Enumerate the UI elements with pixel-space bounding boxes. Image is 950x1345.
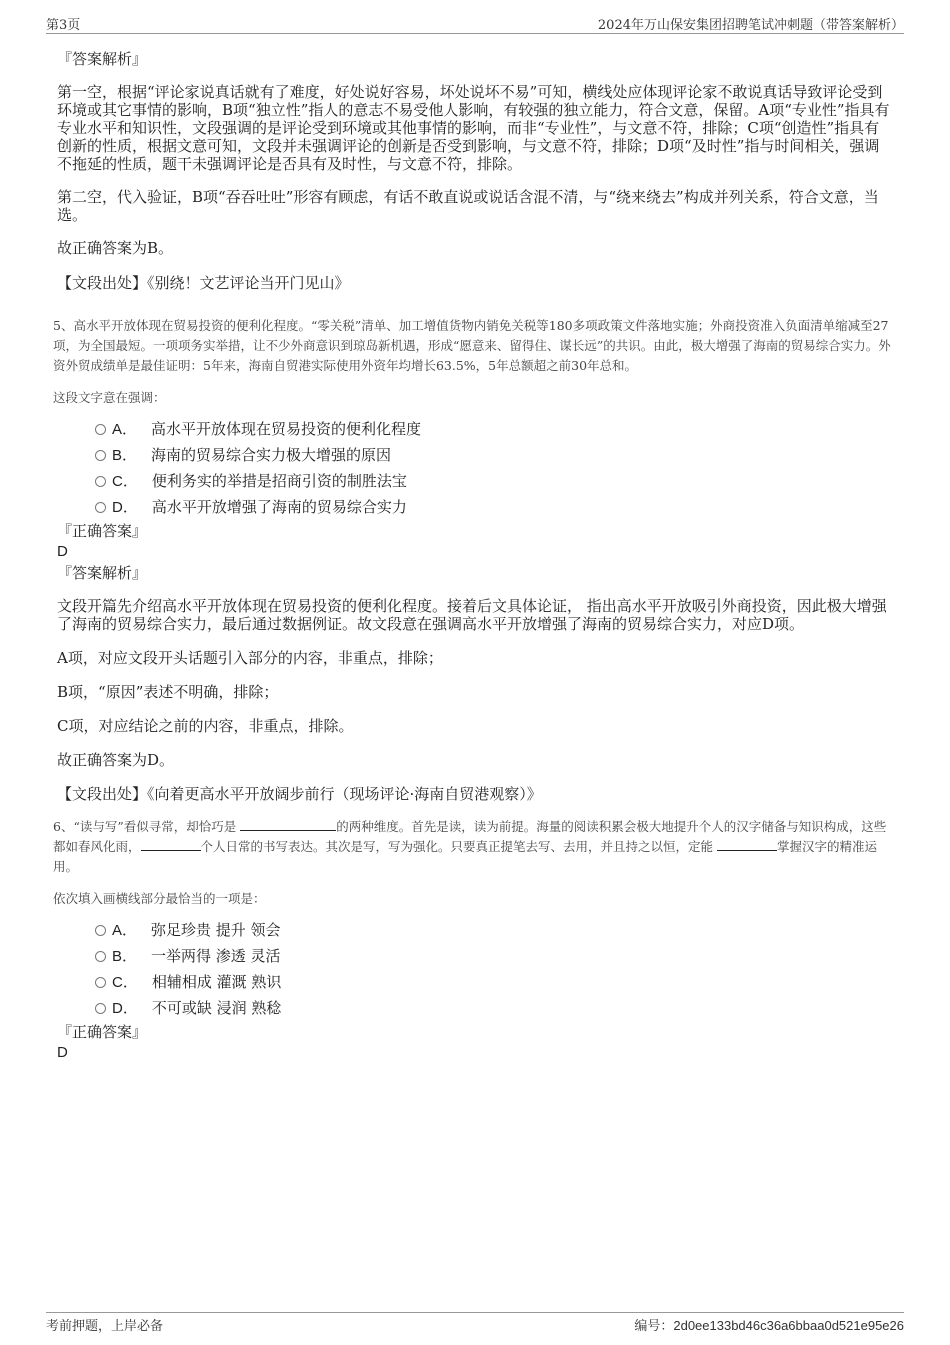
page-content (53, 48, 892, 1062)
q6-answer-label: 『正确答案』 (57, 1023, 148, 1041)
q5-option-d[interactable]: D． 高水平开放增强了海南的贸易综合实力 (95, 494, 892, 520)
q6-blank-1[interactable] (240, 818, 336, 831)
radio-icon[interactable] (95, 424, 106, 435)
q5-answer-label: 『正确答案』 (57, 522, 148, 540)
q6-option-d[interactable]: D． 不可或缺 浸润 熟稔 (95, 995, 892, 1021)
q6-option-c[interactable]: C． 相辅相成 灌溉 熟识 (95, 969, 892, 995)
q6-stem: 6、“读与写”看似寻常，却恰巧是 的两种维度。首先是读，读为前提。海量的阅读积累会极大地提升个人的汉字储备与知识构成，这些都如春风化雨， 个人日常的书写表达。其次是写，写为强化。只要真正提笔去写、去用，并且持之以恒，定能 掌握汉字的精准运用。 (53, 819, 887, 874)
q5-note-b: B项，“原因”表述不明确，排除； (57, 683, 279, 701)
footer-slogan: 考前押题，上岸必备 (46, 1319, 164, 1334)
radio-icon[interactable] (95, 925, 106, 936)
q5-option-c[interactable]: C． 便利务实的举措是招商引资的制胜法宝 (95, 468, 892, 494)
q6-answer: D (57, 1044, 68, 1061)
q5-options (57, 416, 892, 520)
radio-icon[interactable] (95, 1003, 106, 1014)
q5-conclusion: 故正确答案为D。 (57, 751, 175, 769)
document-id: 编号：2d0ee133bd46c36a6bbaa0d521e95e26 (634, 1318, 904, 1334)
q5-option-a[interactable]: A． 高水平开放体现在贸易投资的便利化程度 (95, 416, 892, 442)
q6-option-a[interactable]: A． 弥足珍贵 提升 领会 (95, 917, 892, 943)
radio-icon[interactable] (95, 450, 106, 461)
q6-blank-2[interactable] (141, 838, 201, 851)
document-title: 2024年万山保安集团招聘笔试冲刺题（带答案解析） (597, 18, 904, 33)
radio-icon[interactable] (95, 951, 106, 962)
q5-answer: D (57, 543, 68, 560)
page-header (46, 14, 904, 34)
radio-icon[interactable] (95, 476, 106, 487)
radio-icon[interactable] (95, 977, 106, 988)
q5-option-b[interactable]: B． 海南的贸易综合实力极大增强的原因 (95, 442, 892, 468)
page-number: 第3页 (46, 18, 81, 33)
q5-stem: 5、高水平开放体现在贸易投资的便利化程度。“零关税”清单、加工增值货物内销免关税等180多项政策文件落地实施；外商投资准入负面清单缩减至27项，为全国最短。一项项务实举措，让不少外商意识到琼岛新机遇，形成“愿意来、留得住、谋长远”的共识。由此，极大增强了海南的贸易综合实力。外资外贸成绩单是最佳证明：5年来，海南自贸港实际使用外资年均增长63.5%，5年总额超之前30年总和。 (53, 318, 891, 373)
q5-analysis: 文段开篇先介绍高水平开放体现在贸易投资的便利化程度。接着后文具体论证， 指出高水平开放吸引外商投资，因此极大增强了海南的贸易综合实力，最后通过数据例证。故文段意在强调高水平开放增强了海南的贸易综合实力，对应D项。 (57, 597, 887, 633)
q6-options (57, 917, 892, 1021)
q5-analysis-label: 『答案解析』 (57, 564, 148, 582)
q4-source: 【文段出处】《别绕！文艺评论当开门见山》 (57, 274, 350, 292)
q4-analysis-para-2: 第二空，代入验证，B项“吞吞吐吐”形容有顾虑，有话不敢直说或说话含混不清，与“绕来绕去”构成并列关系，符合文意，当选。 (57, 188, 879, 224)
q5-prompt: 这段文字意在强调： (53, 390, 166, 405)
q6-prompt: 依次填入画横线部分最恰当的一项是： (53, 891, 266, 906)
q5-note-c: C项，对应结论之前的内容，非重点，排除。 (57, 717, 354, 735)
q6-blank-3[interactable] (717, 838, 777, 851)
q6-option-b[interactable]: B． 一举两得 渗透 灵活 (95, 943, 892, 969)
q5-note-a: A项，对应文段开头话题引入部分的内容，非重点，排除； (57, 649, 443, 667)
page-footer (46, 1312, 904, 1333)
radio-icon[interactable] (95, 502, 106, 513)
q4-analysis-para-1: 第一空，根据“评论家说真话就有了难度，好处说好容易，坏处说坏不易”可知，横线处应体现评论家不敢说真话导致评论受到环境或其它事情的影响，B项“独立性”指人的意志不易受他人影响，有较强的独立能力，符合文意，保留。A项“专业性”指具有专业水平和知识性，文段强调的是评论受到环境或其他事情的影响，而非“专业性”，与文意不符，排除；C项“创造性”指具有创新的性质，根据文意可知，文段并未强调评论的创新是否受到影响，与文意不符，排除；D项“及时性”指与时间相关，强调不拖延的性质，题干未强调评论是否具有及时性，与文意不符，排除。 (57, 83, 890, 173)
q5-source: 【文段出处】《向着更高水平开放阔步前行（现场评论·海南自贸港观察）》 (57, 785, 542, 803)
q4-conclusion: 故正确答案为B。 (57, 239, 174, 257)
q4-analysis-label: 『答案解析』 (57, 50, 148, 68)
